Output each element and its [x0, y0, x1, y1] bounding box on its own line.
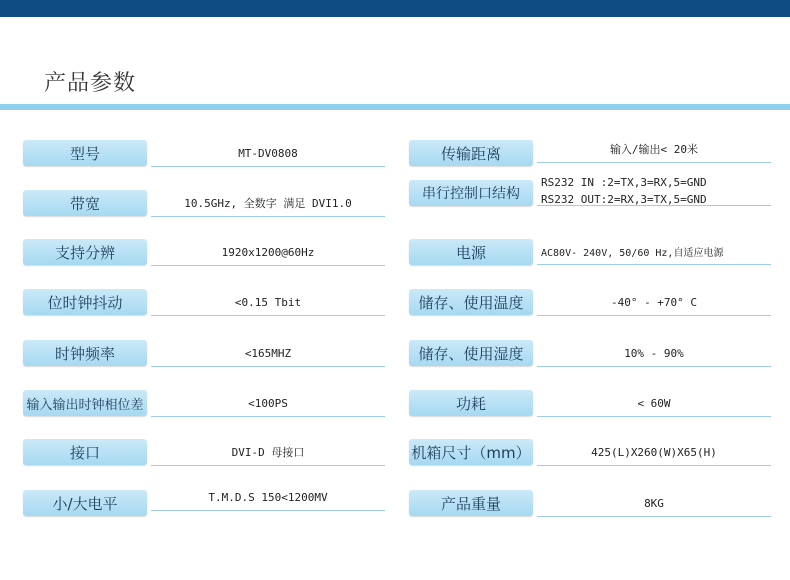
spec-value: T.M.D.S 150<1200MV: [151, 484, 385, 511]
spec-label: 功耗: [409, 390, 533, 416]
serial-port-line-out: RS232 OUT:2=RX,3=TX,5=GND: [541, 193, 707, 206]
spec-value: < 60W: [537, 390, 771, 417]
spec-value: DVI-D 母接口: [151, 439, 385, 466]
page-title: 产品参数: [44, 71, 137, 96]
spec-value: [537, 174, 771, 206]
spec-label: 位时钟抖动: [23, 289, 147, 315]
spec-value: 10.5GHz, 全数字 满足 DVI1.0: [151, 190, 385, 217]
spec-label: 支持分辨: [23, 239, 147, 265]
spec-value: <0.15 Tbit: [151, 289, 385, 316]
spec-value: -40° - +70° C: [537, 289, 771, 316]
serial-port-line-in: RS232 IN :2=TX,3=RX,5=GND: [541, 176, 707, 189]
spec-label: 储存、使用温度: [409, 289, 533, 315]
spec-value: 8KG: [537, 490, 771, 517]
spec-label: 产品重量: [409, 490, 533, 516]
spec-label: 电源: [409, 239, 533, 265]
spec-value: <100PS: [151, 390, 385, 417]
spec-label: 小/大电平: [23, 490, 147, 516]
spec-label: 输入输出时钟相位差: [23, 390, 147, 416]
spec-value: 1920x1200@60Hz: [151, 239, 385, 266]
spec-value: <165MHZ: [151, 340, 385, 367]
top-banner-bar: [0, 0, 790, 17]
title-divider: [0, 104, 790, 110]
spec-label: 储存、使用湿度: [409, 340, 533, 366]
spec-label: 串行控制口结构: [409, 180, 533, 206]
spec-value: 输入/输出< 20米: [537, 136, 771, 163]
spec-value: MT-DV0808: [151, 140, 385, 167]
spec-label: 型号: [23, 140, 147, 166]
spec-value: AC80V- 240V, 50/60 Hz,自适应电源: [537, 239, 771, 265]
spec-value: 10% - 90%: [537, 340, 771, 367]
spec-label: 接口: [23, 439, 147, 465]
spec-label: 带宽: [23, 190, 147, 216]
spec-label: 传输距离: [409, 140, 533, 166]
spec-value: 425(L)X260(W)X65(H): [537, 439, 771, 466]
spec-label: 机箱尺寸（mm）: [409, 439, 533, 465]
spec-label: 时钟频率: [23, 340, 147, 366]
